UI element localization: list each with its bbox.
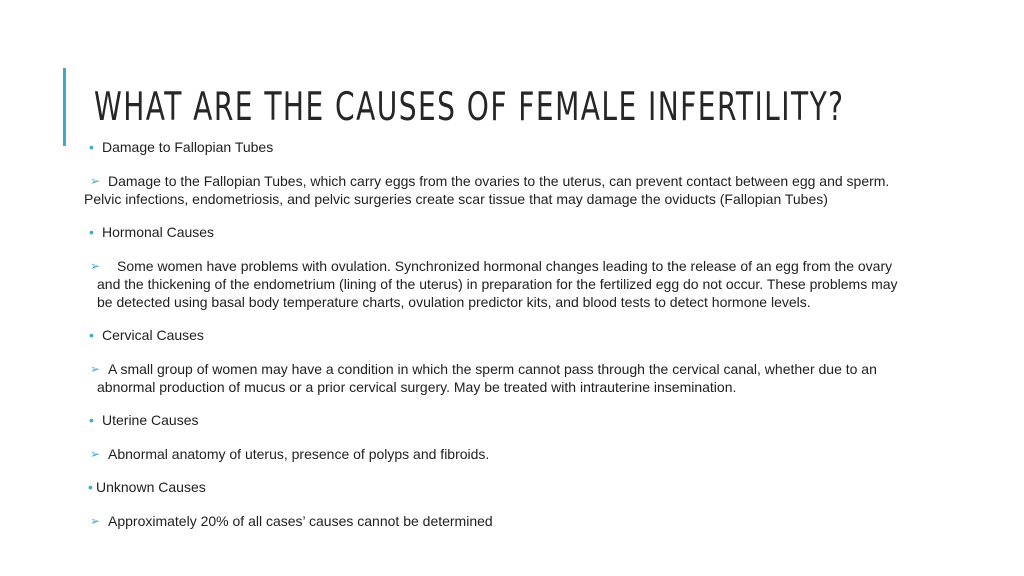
bullet-item bbox=[84, 223, 914, 241]
arrow-bullet-icon: ➢ bbox=[90, 362, 101, 376]
arrow-bullet-icon: ➢ bbox=[90, 259, 101, 273]
slide-content bbox=[84, 138, 914, 530]
arrow-bullet-icon: ➢ bbox=[90, 174, 101, 188]
bullet-dot-icon: • bbox=[89, 224, 94, 240]
bullet-dot-icon: • bbox=[88, 479, 93, 495]
bullet-item bbox=[84, 478, 914, 496]
bullet-dot-icon: • bbox=[89, 412, 94, 428]
bullet-item bbox=[84, 138, 914, 156]
bullet-heading: Cervical Causes bbox=[102, 327, 204, 343]
bullet-heading: Damage to Fallopian Tubes bbox=[102, 139, 274, 155]
bullet-dot-icon: • bbox=[89, 327, 94, 343]
sub-bullet-text: A small group of women may have a condition in which the sperm cannot pass through the cervical canal, whether due to an abnormal production of mucus or a prior cervical surgery. May be treated with intrauterine insemination. bbox=[97, 361, 877, 395]
bullet-heading: Unknown Causes bbox=[96, 479, 206, 495]
sub-bullet-text: Abnormal anatomy of uterus, presence of polyps and fibroids. bbox=[108, 446, 490, 462]
bullet-heading: Uterine Causes bbox=[102, 412, 199, 428]
arrow-bullet-icon: ➢ bbox=[90, 514, 101, 528]
sub-bullet-item bbox=[84, 257, 914, 311]
title-accent-bar bbox=[63, 68, 66, 146]
sub-bullet-item bbox=[84, 445, 914, 463]
arrow-bullet-icon: ➢ bbox=[90, 447, 101, 461]
bullet-item bbox=[84, 326, 914, 344]
bullet-item bbox=[84, 411, 914, 429]
sub-bullet-text: Approximately 20% of all cases’ causes cannot be determined bbox=[108, 513, 493, 529]
slide-title: WHAT ARE THE CAUSES OF FEMALE INFERTILITY? bbox=[94, 85, 845, 130]
sub-bullet-item bbox=[84, 360, 914, 396]
bullet-heading: Hormonal Causes bbox=[102, 224, 215, 240]
sub-bullet-text: Some women have problems with ovulation. Synchronized hormonal changes leading to the release of an egg from the ovary and the thickening of the endometrium (lining of the uterus) in preparation for the fertilized egg do not occur. These problems may be detected using basal body temperature charts, ovulation predictor kits, and blood tests to detect hormone levels. bbox=[97, 258, 898, 310]
bullet-dot-icon: • bbox=[89, 139, 94, 155]
sub-bullet-item bbox=[84, 172, 914, 208]
sub-bullet-item bbox=[84, 512, 914, 530]
sub-bullet-text: Damage to the Fallopian Tubes, which carry eggs from the ovaries to the uterus, can prevent contact between egg and sperm. Pelvic infections, endometriosis, and pelvic surgeries create scar tissue that may damage the oviducts (Fallopian Tubes) bbox=[84, 173, 890, 207]
